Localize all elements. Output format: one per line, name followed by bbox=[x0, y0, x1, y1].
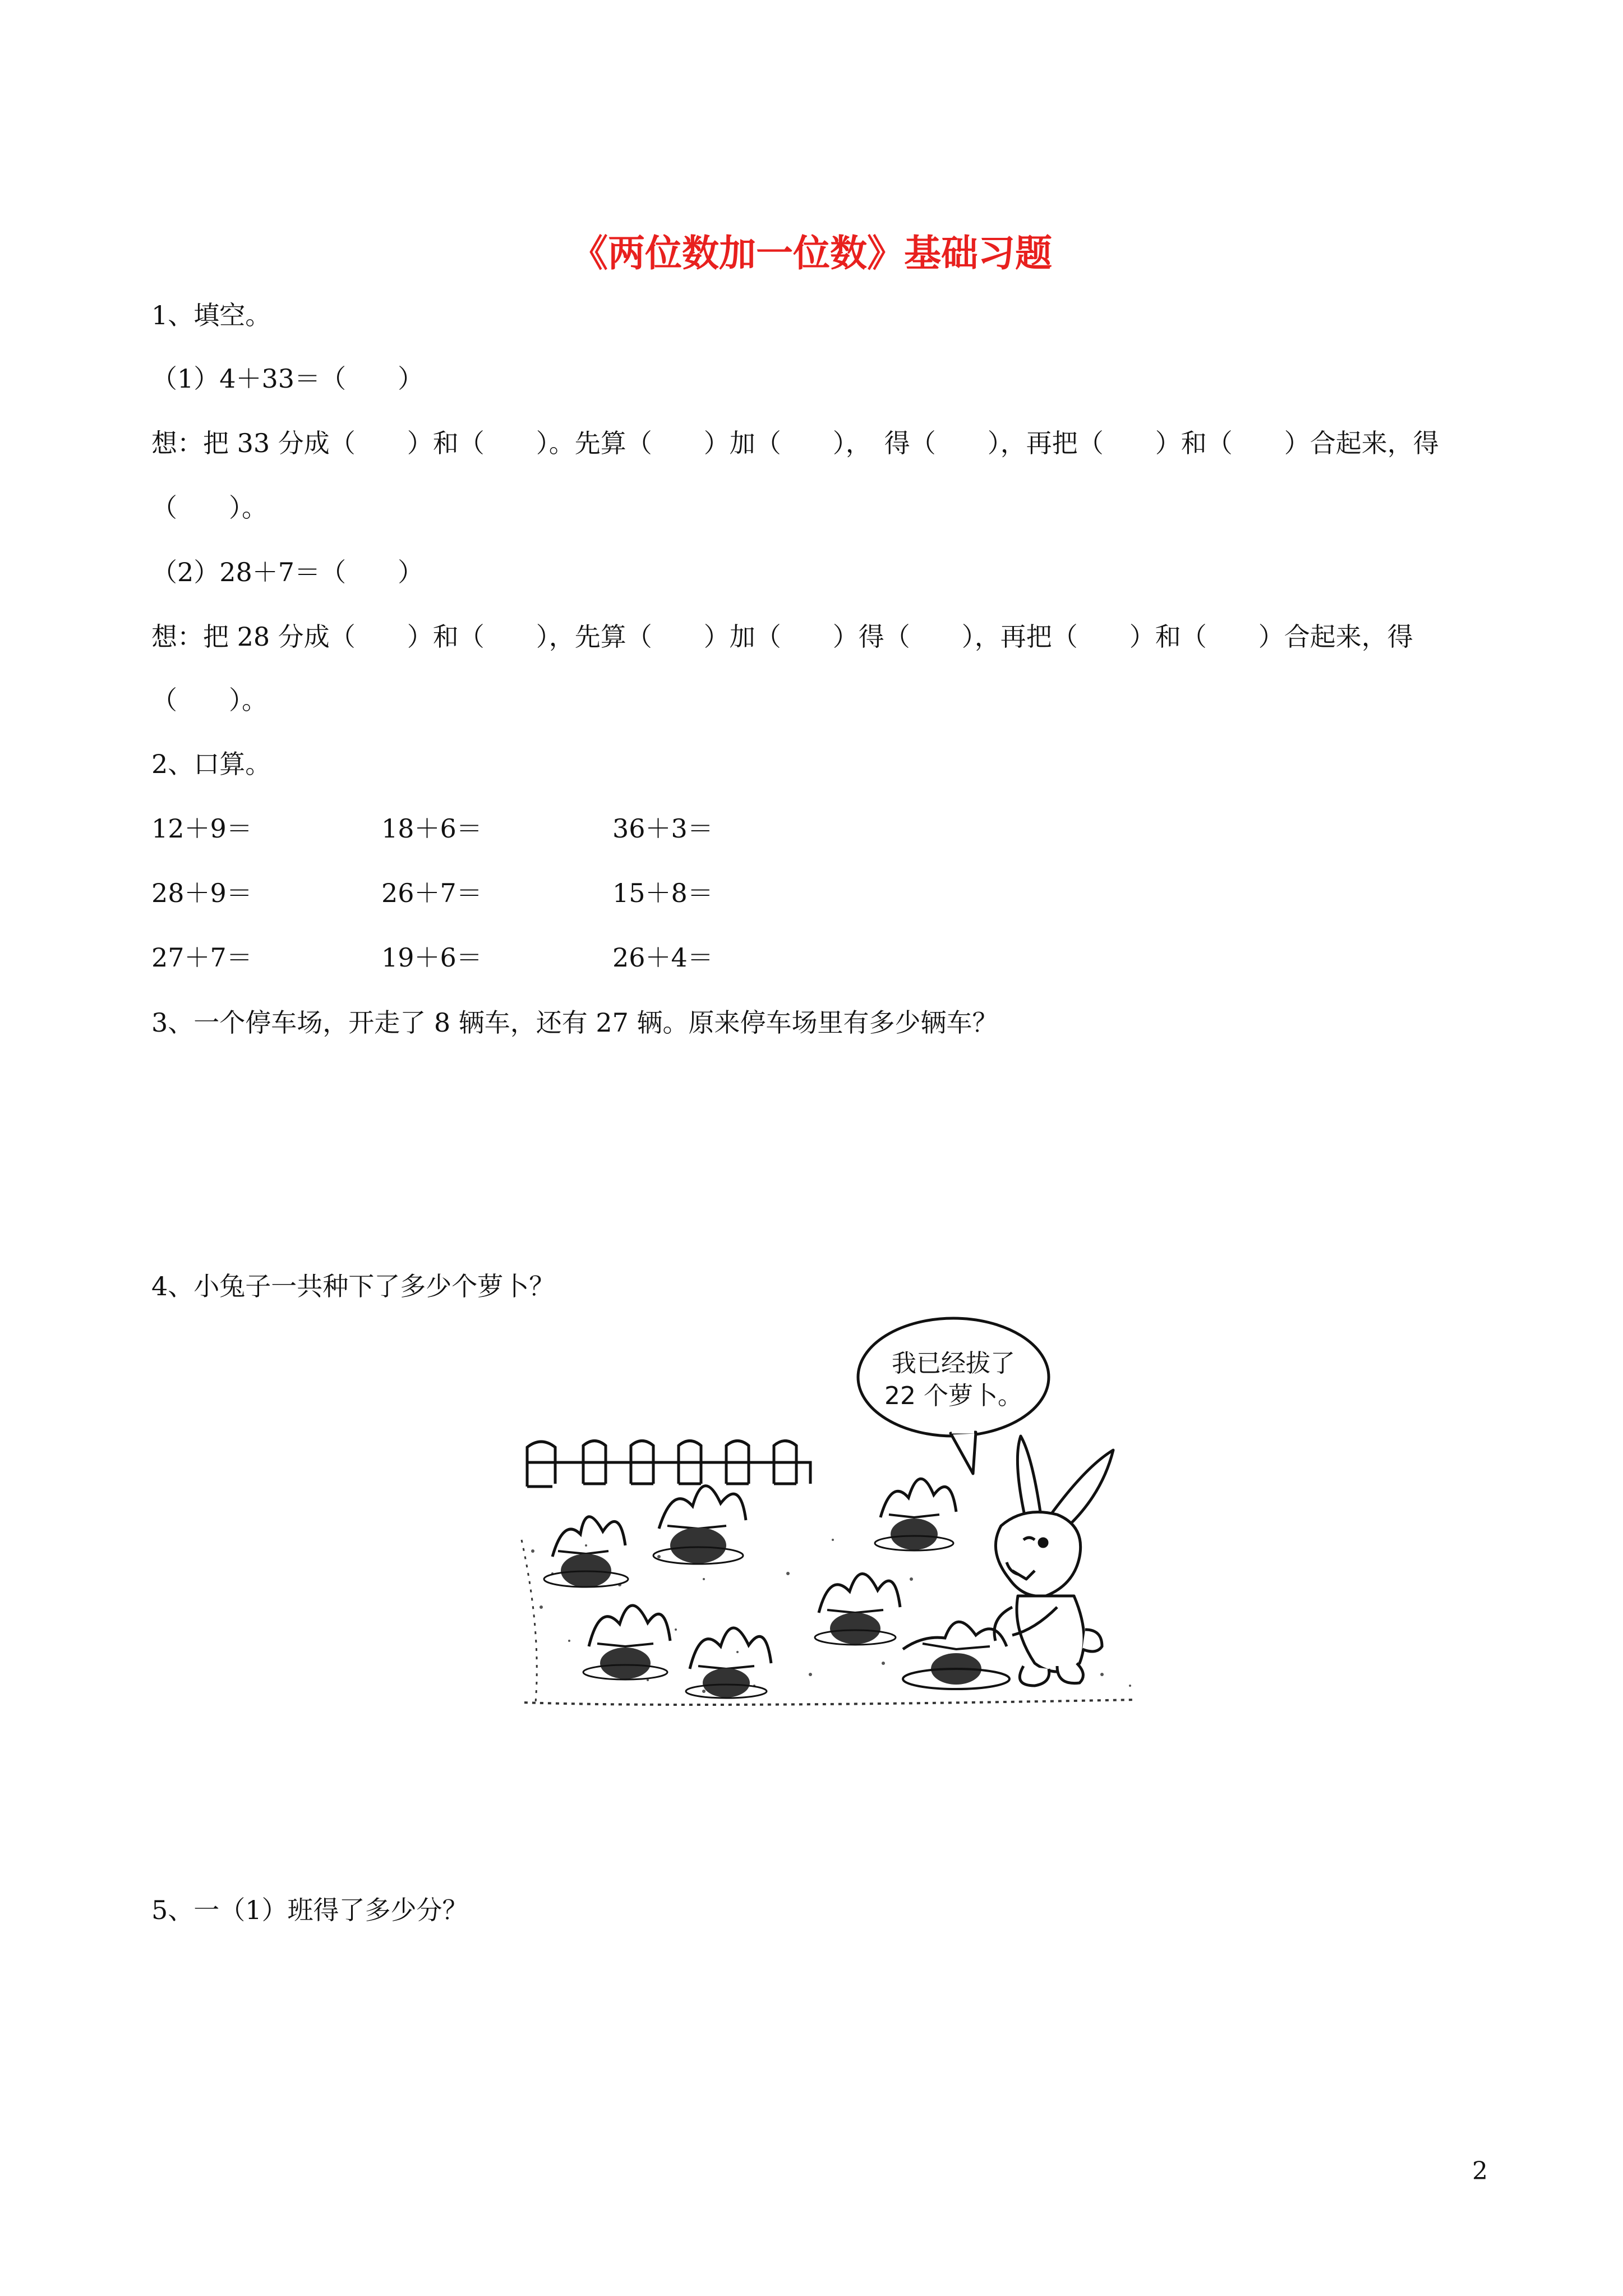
rabbit-carrot-illustration bbox=[519, 1315, 1144, 1711]
mental-math-item: 36＋3＝ bbox=[612, 813, 713, 844]
page-number: 2 bbox=[1472, 2157, 1488, 2185]
q1-part1-hint: 想：把 33 分成（ ）和（ ）。先算（ ）加（ ）， 得（ ），再把（ ）和（ ）合起来，得 bbox=[151, 428, 1439, 458]
bubble-line-1: 我已经拔了 bbox=[892, 1349, 1015, 1378]
q1-part1: （1）4＋33＝（ ） bbox=[151, 364, 424, 394]
carrot-icon bbox=[875, 1479, 956, 1550]
q3-text: 3、一个停车场，开走了 8 辆车，还有 27 辆。原来停车场里有多少辆车？ bbox=[151, 1007, 998, 1038]
mental-math-item: 15＋8＝ bbox=[612, 878, 713, 908]
q1-part2-hint: 想：把 28 分成（ ）和（ ），先算（ ）加（ ）得（ ），再把（ ）和（ ）合起来，得 bbox=[151, 622, 1413, 652]
q1-part2-hint-end: （ ）。 bbox=[151, 685, 268, 715]
q2-heading: 2、口算。 bbox=[151, 749, 271, 779]
page-title: 《两位数加一位数》基础习题 bbox=[571, 231, 1052, 275]
q5-text: 5、一（1）班得了多少分？ bbox=[151, 1895, 468, 1925]
carrot-icon bbox=[544, 1517, 628, 1588]
q1-part2: （2）28＋7＝（ ） bbox=[151, 557, 424, 587]
carrot-icon bbox=[686, 1628, 771, 1698]
mental-math-item: 19＋6＝ bbox=[381, 942, 482, 973]
mental-math-item: 18＋6＝ bbox=[381, 813, 482, 844]
q1-part1-hint-end: （ ）。 bbox=[151, 493, 268, 523]
q4-text: 4、小兔子一共种下了多少个萝卜？ bbox=[151, 1271, 555, 1301]
mental-math-item: 26＋7＝ bbox=[381, 878, 482, 908]
mental-math-item: 12＋9＝ bbox=[151, 813, 252, 844]
mental-math-item: 28＋9＝ bbox=[151, 878, 252, 908]
carrot-icon bbox=[815, 1573, 900, 1645]
q1-heading: 1、填空。 bbox=[151, 300, 271, 330]
mental-math-item: 27＋7＝ bbox=[151, 942, 252, 973]
carrot-icon bbox=[653, 1486, 746, 1564]
fence-icon bbox=[527, 1441, 810, 1487]
carrot-icon bbox=[583, 1605, 670, 1680]
rabbit-icon bbox=[994, 1436, 1113, 1686]
mental-math-item: 26＋4＝ bbox=[612, 942, 713, 973]
bubble-line-2: 22 个萝卜。 bbox=[884, 1382, 1022, 1410]
